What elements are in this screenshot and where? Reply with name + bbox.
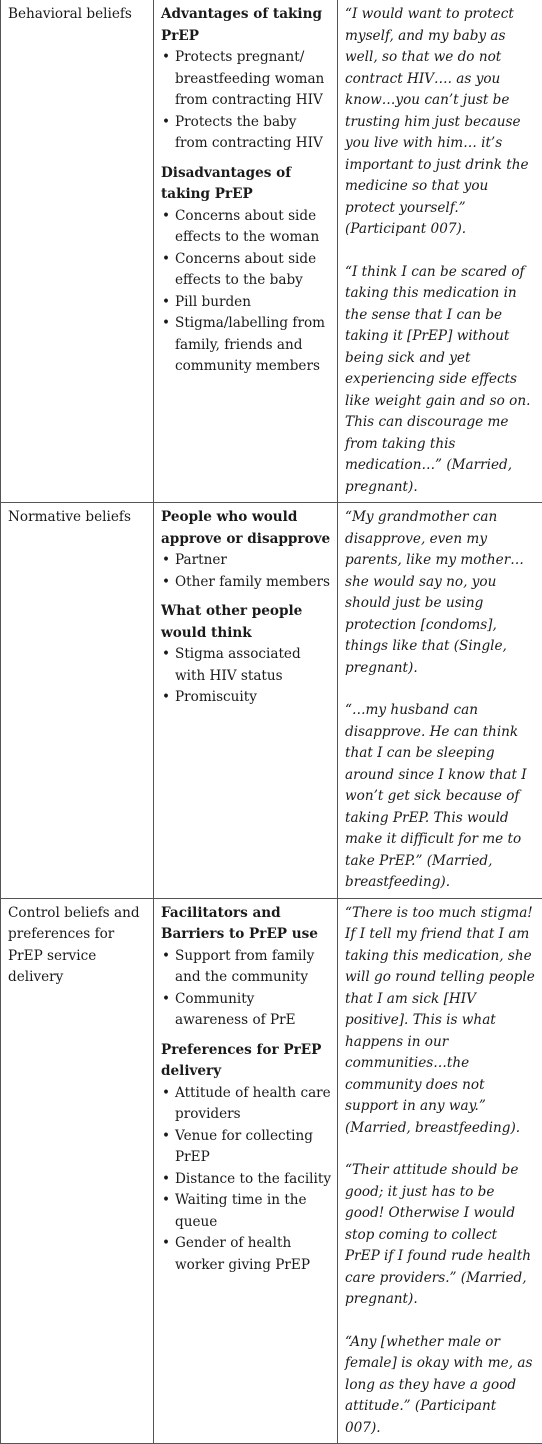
belief-category-label: Normative beliefs (8, 507, 147, 529)
belief-category-cell (1, 898, 154, 1444)
theme-heading: Disadvantages of taking PrEP (161, 163, 331, 206)
belief-category-cell (1, 0, 154, 503)
quotes-cell (338, 0, 542, 503)
theme-heading: What other people would think (161, 601, 331, 644)
theme-group (161, 601, 331, 709)
participant-quote: “Any [whether male or female] is okay with me, as long as they have a good attitude.” (Participant 007). (345, 1332, 536, 1440)
belief-category-label: Control beliefs and preferences for PrEP service delivery (8, 903, 147, 989)
quotes-cell (338, 503, 542, 899)
themes-cell (154, 503, 338, 899)
themes-cell (154, 898, 338, 1444)
theme-heading: Advantages of taking PrEP (161, 4, 331, 47)
belief-category-label: Behavioral beliefs (8, 4, 147, 26)
list-item: • Distance to the facility (161, 1169, 331, 1191)
beliefs-table-body (1, 0, 542, 1444)
theme-heading: Preferences for PrEP delivery (161, 1040, 331, 1083)
theme-group (161, 4, 331, 155)
participant-quote: “…my husband can disapprove. He can think that I can be sleeping around since I know that I won’t get sick because of taking PrEP. This would make it difficult for me to take PrEP.” (Married, breastfeeding). (345, 700, 536, 894)
participant-quote: “There is too much stigma! If I tell my friend that I am taking this medication, she will go round telling people that I am sick [HIV positive]. This is what happens in our communities…the community does not support in any way.” (Married, breastfeeding). (345, 903, 536, 1140)
theme-list (161, 206, 331, 378)
list-item: • Promiscuity (161, 687, 331, 709)
list-item: • Concerns about side effects to the baby (161, 249, 331, 292)
list-item: • Community awareness of PrE (161, 989, 331, 1032)
participant-quote: “I would want to protect myself, and my baby as well, so that we do not contract HIV…. as you know…you can’t just be trusting him just because you live with him… it’s important to just drink the medicine so that you protect yourself.” (Participant 007). (345, 4, 536, 241)
list-item: • Support from family and the community (161, 946, 331, 989)
table-row (1, 898, 542, 1444)
theme-group (161, 163, 331, 378)
themes-cell (154, 0, 338, 503)
table-row (1, 503, 542, 899)
list-item: • Venue for collecting PrEP (161, 1126, 331, 1169)
list-item: • Pill burden (161, 292, 331, 314)
list-item: • Other family members (161, 572, 331, 594)
theme-list (161, 946, 331, 1032)
theme-heading: Facilitators and Barriers to PrEP use (161, 903, 331, 946)
list-item: • Stigma/labelling from family, friends and community members (161, 313, 331, 378)
list-item: • Partner (161, 550, 331, 572)
theme-group (161, 1040, 331, 1277)
participant-quote: “My grandmother can disapprove, even my parents, like my mother… she would say no, you should just be using protection [condoms], things like that (Single, pregnant). (345, 507, 536, 679)
list-item: • Concerns about side effects to the woman (161, 206, 331, 249)
list-item: • Protects the baby from contracting HIV (161, 112, 331, 155)
list-item: • Waiting time in the queue (161, 1190, 331, 1233)
theme-list (161, 1083, 331, 1277)
theme-heading: People who would approve or disapprove (161, 507, 331, 550)
table-row (1, 0, 542, 503)
list-item: • Gender of health worker giving PrEP (161, 1233, 331, 1276)
list-item: • Attitude of health care providers (161, 1083, 331, 1126)
theme-list (161, 550, 331, 593)
quotes-cell (338, 898, 542, 1444)
list-item: • Stigma associated with HIV status (161, 644, 331, 687)
participant-quote: “I think I can be scared of taking this medication in the sense that I can be taking it [PrEP] without being sick and yet experiencing side effects like weight gain and so on. This can discourage me from taking this medication…” (Married, pregnant). (345, 262, 536, 499)
theme-list (161, 47, 331, 155)
participant-quote: “Their attitude should be good; it just has to be good! Otherwise I would stop coming to collect PrEP if I found rude health care providers.” (Married, pregnant). (345, 1160, 536, 1311)
theme-group (161, 903, 331, 1032)
theme-list (161, 644, 331, 709)
list-item: • Protects pregnant/ breastfeeding woman from contracting HIV (161, 47, 331, 112)
belief-category-cell (1, 503, 154, 899)
theme-group (161, 507, 331, 593)
